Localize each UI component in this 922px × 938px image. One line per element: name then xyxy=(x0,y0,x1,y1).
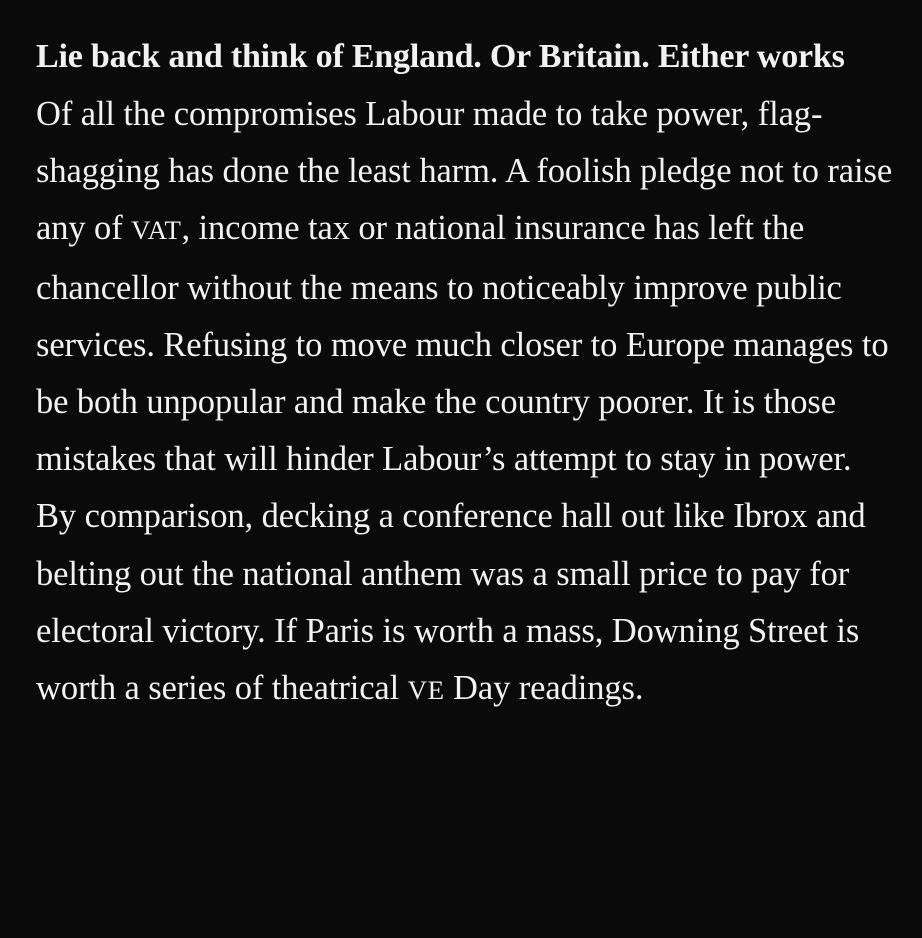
article xyxy=(36,28,896,719)
small-caps-abbreviation: VAT xyxy=(131,215,182,246)
body-text-segment: , income tax or national insurance has left the chancellor without the means to noticeably improve public services. Refusing to move much closer to Europe manages to be both unpopular and make the country poorer. It is those mistakes that will hinder Labour’s attempt to stay in power. By comparison, decking a conference hall out like Ibrox and belting out the national anthem was a small price to pay for electoral victory. If Paris is worth a mass, Downing Street is worth a series of theatrical xyxy=(36,209,889,708)
article-headline: Lie back and think of England. Or Britain. Either works xyxy=(36,38,845,75)
article-body xyxy=(36,86,896,719)
body-text-segment: Day readings. xyxy=(444,669,644,708)
small-caps-abbreviation: VE xyxy=(407,675,445,706)
body-text-segment: Of all the compromises Labour made to take power, flag-shagging has done the least harm. A foolish pledge not to raise any of xyxy=(36,95,893,248)
